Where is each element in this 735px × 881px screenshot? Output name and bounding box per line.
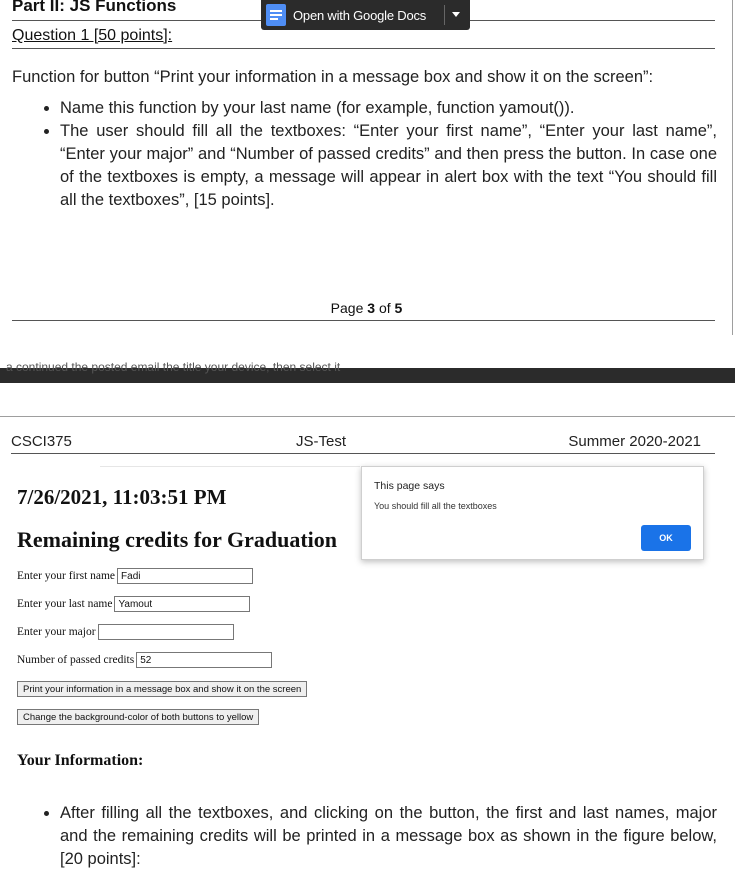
intro-text: Function for button “Print your information in a message box and show it on the screen”: (12, 68, 654, 86)
button-separator (444, 5, 445, 25)
ok-button[interactable]: OK (641, 525, 691, 551)
test-name: JS-Test (296, 433, 347, 450)
divider-line (12, 48, 715, 49)
page-heading: Remaining credits for Graduation (17, 527, 338, 552)
credits-label: Number of passed credits (17, 654, 135, 666)
footer-line (12, 320, 715, 321)
question-title: Question 1 [50 points]: (12, 27, 173, 44)
course-code: CSCI375 (11, 433, 72, 450)
alert-title: This page says (374, 480, 445, 492)
credits-row (17, 652, 272, 668)
page-current: 3 (367, 300, 376, 316)
page-number (0, 300, 733, 316)
last-name-label: Enter your last name (17, 598, 113, 610)
major-input[interactable] (98, 624, 234, 640)
faint-line (100, 466, 360, 467)
major-label: Enter your major (17, 626, 96, 638)
credits-input[interactable] (136, 652, 272, 668)
page-gap (0, 383, 735, 416)
ghost-text: a continued the posted email the title your device, then select it (6, 360, 341, 374)
first-name-input[interactable] (117, 568, 253, 584)
alert-dialog (361, 466, 704, 560)
semester: Summer 2020-2021 (568, 433, 701, 450)
print-info-button[interactable]: Print your information in a message box and show it on the screen (17, 681, 307, 697)
list-item: • Name this function by your last name (for example, function yamout()). (60, 97, 717, 120)
question-body (12, 802, 717, 871)
chevron-down-icon[interactable] (452, 12, 460, 17)
google-docs-icon (266, 4, 286, 26)
requirements-list (12, 97, 717, 212)
change-color-button[interactable]: Change the background-color of both buttons to yellow (17, 709, 259, 725)
last-name-row (17, 596, 250, 612)
section-title: Part II: JS Functions (12, 0, 177, 15)
open-with-label: Open with Google Docs (293, 7, 427, 23)
page-label: Page (330, 300, 364, 316)
page-of: of (378, 300, 391, 316)
first-name-label: Enter your first name (17, 570, 116, 582)
requirements-list (12, 802, 717, 871)
major-row (17, 624, 234, 640)
list-item: • After filling all the textboxes, and clicking on the button, the first and last names, major and the remaining credits will be printed in a message box as shown in the figure below, [20 points]: (60, 802, 717, 871)
list-item: • The user should fill all the textboxes: “Enter your first name”, “Enter your last name”, “Enter your major” and “Number of passed credits” and then press the button. In case one of the textboxes is empty, a message will appear in alert box with the text “You should fill all the textboxes”, [15 points]. (60, 120, 717, 212)
alert-message: You should fill all the textboxes (374, 501, 497, 511)
dark-strip (0, 360, 735, 383)
document-page-3 (0, 0, 733, 335)
last-name-input[interactable] (114, 596, 250, 612)
info-heading: Your Information: (17, 752, 144, 769)
header-line (11, 453, 715, 454)
timestamp: 7/26/2021, 11:03:51 PM (17, 485, 227, 509)
page-total: 5 (394, 300, 403, 316)
first-name-row (17, 568, 253, 584)
question-body (12, 66, 717, 212)
open-with-google-docs-button[interactable] (261, 0, 470, 30)
